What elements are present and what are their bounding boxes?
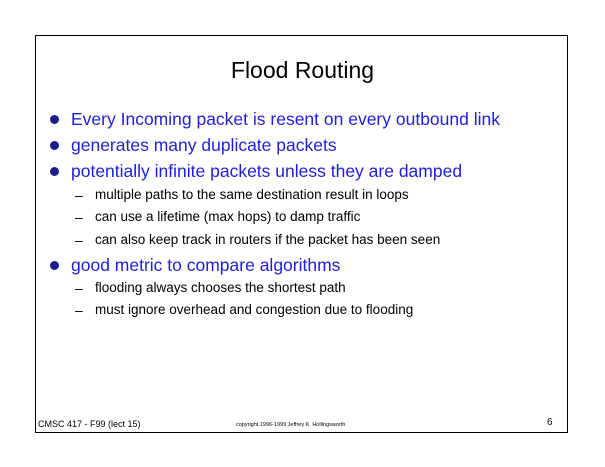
sub-item bbox=[75, 231, 440, 249]
bullet-dot-icon bbox=[50, 141, 59, 150]
sub-item-text: multiple paths to the same destination result in loops bbox=[95, 187, 409, 202]
sub-item bbox=[75, 208, 360, 226]
slide-title: Flood Routing bbox=[230, 57, 375, 83]
bullet-text: Every Incoming packet is resent on every outbound link bbox=[71, 109, 500, 129]
footer-course-label: CMSC 417 - F99 (lect 15) bbox=[38, 419, 141, 429]
bullet-text: good metric to compare algorithms bbox=[71, 255, 341, 275]
bullet-dot-icon bbox=[50, 167, 59, 176]
dash-icon: – bbox=[75, 187, 83, 203]
dash-icon: – bbox=[75, 232, 83, 248]
page-number: 6 bbox=[547, 417, 553, 428]
bullet-text: potentially infinite packets unless they are damped bbox=[71, 161, 463, 181]
bullet-item bbox=[50, 108, 500, 130]
bullet-item bbox=[50, 254, 340, 276]
sub-item-text: can use a lifetime (max hops) to damp traffic bbox=[95, 209, 361, 224]
bullet-item bbox=[50, 134, 337, 156]
sub-item-text: flooding always chooses the shortest path bbox=[95, 280, 346, 295]
bullet-item bbox=[50, 160, 462, 182]
sub-item bbox=[75, 186, 409, 204]
bullet-dot-icon bbox=[50, 115, 59, 124]
sub-item bbox=[75, 301, 413, 319]
bullet-dot-icon bbox=[50, 261, 59, 270]
dash-icon: – bbox=[75, 280, 83, 296]
dash-icon: – bbox=[75, 209, 83, 225]
sub-item-text: must ignore overhead and congestion due to flooding bbox=[95, 302, 414, 317]
bullet-text: generates many duplicate packets bbox=[71, 135, 337, 155]
dash-icon: – bbox=[75, 302, 83, 318]
sub-item bbox=[75, 279, 346, 297]
sub-item-text: can also keep track in routers if the packet has been seen bbox=[95, 232, 441, 247]
footer-copyright: copyright 1996-1999 Jeffrey K. Hollingsworth bbox=[236, 422, 346, 428]
